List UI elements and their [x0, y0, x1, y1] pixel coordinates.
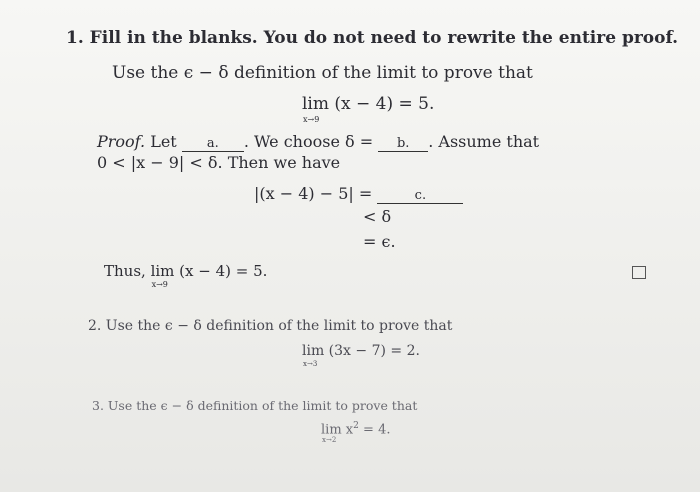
limit-power: 2 — [353, 421, 359, 431]
conclusion-limit-text: lim (x − 4) = 5. — [150, 262, 268, 280]
limit-word: lim x — [321, 422, 354, 438]
question-1-instruction: Use the ϵ − δ definition of the limit to prove that — [112, 63, 533, 83]
proof-line-2: 0 < |x − 9| < δ. Then we have — [97, 153, 341, 172]
conclusion — [104, 262, 268, 289]
proof-assume: . Assume that — [428, 132, 540, 151]
chain-step-1 — [254, 184, 463, 204]
chain-step-2: < δ — [363, 207, 392, 226]
blank-b[interactable]: b. — [378, 136, 428, 152]
limit-expression — [302, 94, 435, 124]
qed-box — [632, 266, 646, 279]
limit-subscript: x→2 — [322, 436, 337, 444]
proof-line-1 — [97, 132, 539, 152]
limit-subscript: x→3 — [303, 360, 318, 368]
chain-lhs: |(x − 4) − 5| = — [254, 184, 373, 203]
question-2-instruction: 2. Use the ϵ − δ definition of the limit to prove that — [88, 318, 453, 334]
proof-label: Proof. — [97, 132, 146, 151]
limit-expression — [302, 343, 420, 368]
proof-we-choose: . We choose δ = — [243, 132, 374, 151]
limit-expression-text: lim (3x − 7) = 2. — [302, 343, 420, 359]
question-3-instruction: 3. Use the ϵ − δ definition of the limit to prove that — [92, 398, 418, 413]
limit-expression-text: lim (x − 4) = 5. — [302, 94, 435, 114]
limit-subscript: x→9 — [303, 115, 320, 124]
conclusion-prefix: Thus, — [104, 262, 146, 280]
question-1-limit — [302, 94, 435, 124]
question-2-limit — [302, 343, 420, 368]
limit-expression — [321, 421, 391, 444]
question-3-limit — [321, 421, 391, 444]
conclusion-limit — [150, 262, 268, 289]
blank-a[interactable]: a. — [182, 136, 244, 152]
chain-step-3: = ϵ. — [363, 232, 396, 251]
question-1-title: 1. Fill in the blanks. You do not need to rewrite the entire proof. — [66, 28, 679, 48]
conclusion-limit-subscript: x→9 — [151, 280, 168, 289]
blank-c[interactable]: c. — [377, 188, 463, 204]
limit-rhs: = 4. — [358, 422, 391, 438]
proof-let: Let — [145, 132, 177, 151]
